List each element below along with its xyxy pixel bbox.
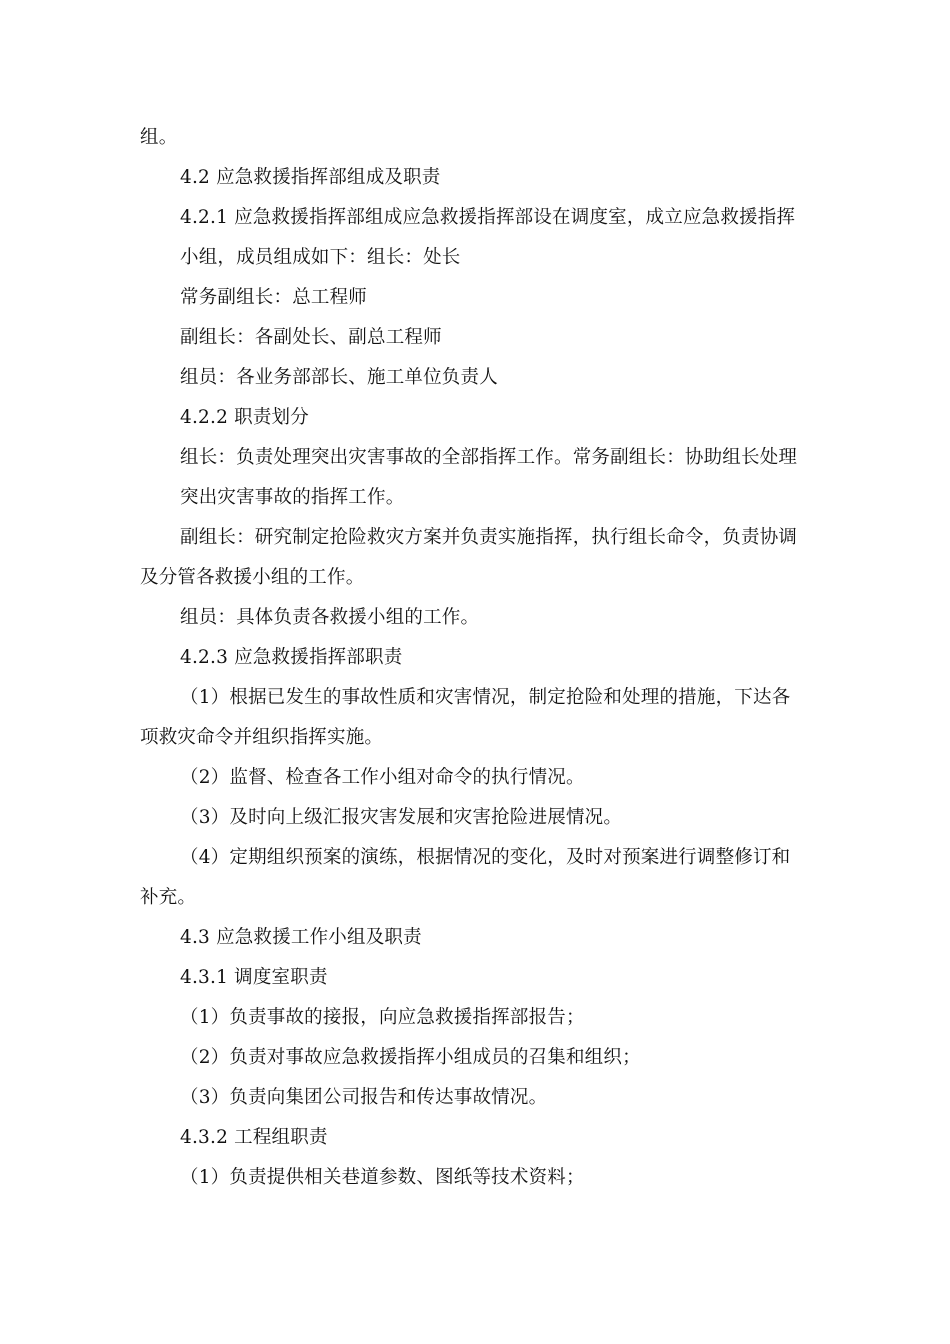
text-line: 常务副组长：总工程师 [180,287,368,308]
list-item: （3）及时向上级汇报灾害发展和灾害抢险进展情况。 [180,807,623,828]
text-line: 补充。 [140,887,197,908]
text-line: 及分管各救援小组的工作。 [140,567,365,588]
section-heading: 4.3 应急救援工作小组及职责 [180,927,422,948]
text-line: 组员：各业务部部长、施工单位负责人 [180,367,498,388]
subsection-heading: 4.3.1 调度室职责 [180,967,328,988]
subsection-heading: 4.3.2 工程组职责 [180,1127,328,1148]
list-item: （1）负责提供相关巷道参数、图纸等技术资料； [180,1167,585,1188]
subsection-heading: 4.2.3 应急救援指挥部职责 [180,647,403,668]
text-line: 小组，成员组成如下：组长：处长 [180,247,461,268]
text-line: 组员：具体负责各救援小组的工作。 [180,607,480,628]
text-line: 组长：负责处理突出灾害事故的全部指挥工作。常务副组长：协助组长处理 [180,447,798,468]
list-item: （4）定期组织预案的演练，根据情况的变化，及时对预案进行调整修订和 [180,847,791,868]
subsection-heading: 4.2.2 职责划分 [180,407,309,428]
list-item: （3）负责向集团公司报告和传达事故情况。 [180,1087,548,1108]
section-heading: 4.2 应急救援指挥部组成及职责 [180,167,441,188]
text-line: 组。 [140,127,178,148]
text-line: 副组长：研究制定抢险救灾方案并负责实施指挥，执行组长命令，负责协调 [180,527,798,548]
text-line: 项救灾命令并组织指挥实施。 [140,727,384,748]
text-line: 突出灾害事故的指挥工作。 [180,487,405,508]
subsection-heading: 4.2.1 应急救援指挥部组成应急救援指挥部设在调度室，成立应急救援指挥 [180,207,796,228]
list-item: （2）负责对事故应急救援指挥小组成员的召集和组织； [180,1047,641,1068]
list-item: （1）负责事故的接报，向应急救援指挥部报告； [180,1007,585,1028]
list-item: （2）监督、检查各工作小组对命令的执行情况。 [180,767,585,788]
list-item: （1）根据已发生的事故性质和灾害情况，制定抢险和处理的措施，下达各 [180,687,791,708]
text-line: 副组长：各副处长、副总工程师 [180,327,442,348]
